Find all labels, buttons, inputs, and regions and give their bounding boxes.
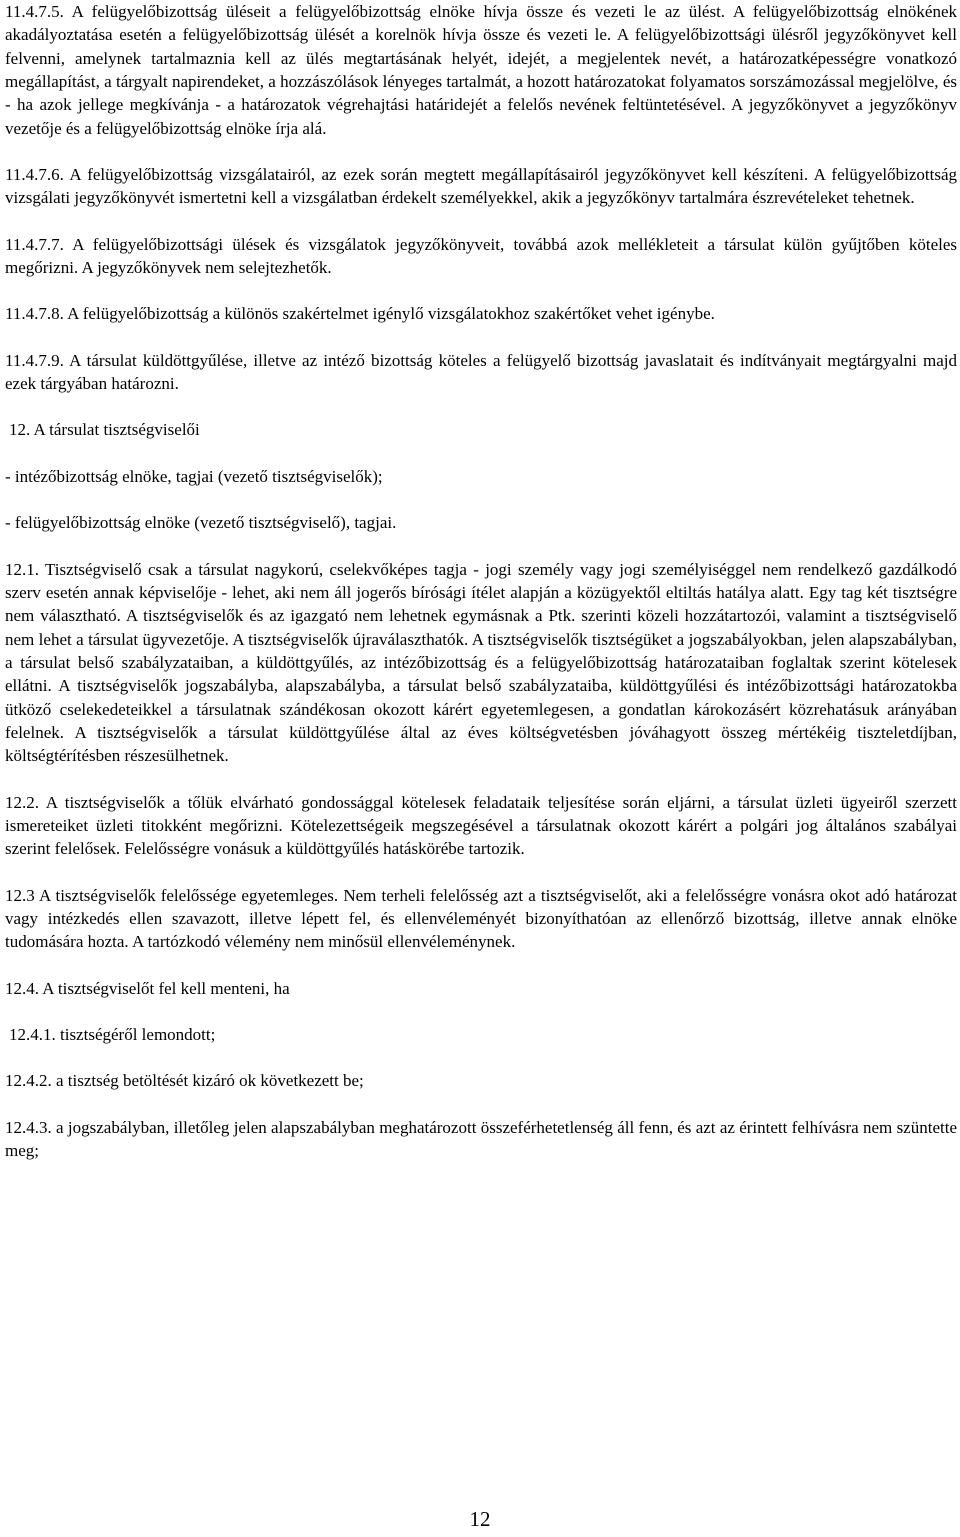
list-item-intezobizottsag: - intézőbizottság elnöke, tagjai (vezető tisztségviselők); [5,466,383,486]
paragraph-12-4-3: 12.4.3. a jogszabályban, illetőleg jelen alapszabályban meghatározott összeférhetetlenség áll fenn, és azt az érintett felhívásra nem szüntette meg; [5,1117,957,1161]
paragraph-12-4-1: 12.4.1. tisztségéről lemondott; [9,1025,216,1044]
paragraph-12-2: 12.2. A tisztségviselők a tőlük elvárható gondossággal kötelesek feladataik teljesítése során eljárni, a társulat üzleti ügyeiről szerzett ismereteiket üzleti titokként megőrizni. Kötelezettségeik megszegésével a társulatnak okozott kárért a polgári jog általános szabályai szerint felelősek. Felelősségre vonásuk a küldöttgyűlés hatáskörébe tartozik. [5,792,957,859]
paragraph-11-4-7-7: 11.4.7.7. A felügyelőbizottsági ülések és vizsgálatok jegyzőkönyveit, továbbá azok mellékleteit a társulat külön gyűjtőben köteles megőrizni. A jegyzőkönyvek nem selejtezhetők. [5,234,957,278]
paragraph-12-4: 12.4. A tisztségviselőt fel kell menteni, ha [5,978,290,998]
paragraph-12-4-2: 12.4.2. a tisztség betöltését kizáró ok következett be; [5,1071,364,1091]
page-number: 12 [469,1507,491,1531]
section-heading-12: 12. A társulat tisztségviselői [9,420,200,440]
list-item-felugyelobizottsag: - felügyelőbizottság elnöke (vezető tisztségviselő), tagjai. [5,513,397,533]
paragraph-11-4-7-5: 11.4.7.5. A felügyelőbizottság üléseit a felügyelőbizottság elnöke hívja össze és vezeti le az ülést. A felügyelőbizottság elnökének akadályoztatása esetén a felügyelőbizottság ülését a korelnök hívja össze és vezeti le. A felügyelőbizottsági ülésről jegyzőkönyvet kell felvenni, amelynek tartalmaznia kell az ülés megtartásának helyét, idejét, a megjelentek nevét, a határozatképességre vonatkozó megállapítást, a tárgyalt napirendeket, a hozzászólások lényeges tartalmát, a hozott határozatokat folyamatos sorszámozással megjelölve, és - ha azok jellege megkívánja - a határozatok végrehajtási határidejét a felelős nevének feltüntetésével. A jegyzőkönyvet a jegyzőkönyv vezetője és a felügyelőbizottság elnöke írja alá. [5,2,957,138]
paragraph-11-4-7-9: 11.4.7.9. A társulat küldöttgyűlése, illetve az intéző bizottság köteles a felügyelő bizottság javaslatait és indítványait megtárgyalni majd ezek tárgyában határozni. [5,350,957,394]
paragraph-11-4-7-6: 11.4.7.6. A felügyelőbizottság vizsgálatairól, az ezek során megtett megállapításairól jegyzőkönyvet kell készíteni. A felügyelőbizottság vizsgálati jegyzőkönyvét ismertetni kell a vizsgálatban érdekelt személyekkel, akik a jegyzőkönyv tartalmára észrevételeket tehetnek. [5,165,957,208]
paragraph-12-3: 12.3 A tisztségviselők felelőssége egyetemleges. Nem terheli felelősség azt a tisztségviselőt, aki a felelősségre vonásra okot adó határozat vagy intézkedés ellen szavazott, illetve lépett fel, és ellenvéleményét bizonyíthatóan az ellenőrző bizottság, illetve annak elnöke tudomására hozta. A tartózkodó vélemény nem minősül ellenvéleménynek. [5,885,957,952]
document-page [5,0,957,1162]
paragraph-11-4-7-8: 11.4.7.8. A felügyelőbizottság a különös szakértelmet igénylő vizsgálatokhoz szakértőket vehet igénybe. [5,304,715,324]
paragraph-12-1: 12.1. Tisztségviselő csak a társulat nagykorú, cselekvőképes tagja - jogi személy vagy jogi személyiséggel nem rendelkező gazdálkodó szerv esetén annak képviselője - lehet, aki nem áll jogerős bírósági ítélet alapján a közügyektől eltiltás hatálya alatt. Egy tag két tisztségre nem választható. A tisztségviselők és az igazgató nem lehetnek egymásnak a Ptk. szerinti közeli hozzátartozói, valamint a tisztségviselő nem lehet a társulat ügyvezetője. A tisztségviselők újraválaszthatók. A tisztségviselők tisztségüket a jogszabályokban, jelen alapszabályban, a társulat belső szabályzataiban, a küldöttgyűlés, az intézőbizottság és a felügyelőbizottság határozataiban foglaltak szerint kötelesek ellátni. A tisztségviselők jogszabályba, alapszabályba, a társulat belső szabályzataiba, küldöttgyűlési és intézőbizottsági határozatokba ütköző cselekedeteikkel a társulatnak szándékosan okozott kárért egyetemlegesen, a gondatlan károkozásért közrehatásuk arányában felelnek. A tisztségviselők a társulat küldöttgyűlése által az éves költségvetésben jóváhagyott összeg mértékéig tiszteletdíjban, költségtérítésben részesülhetnek. [5,559,957,766]
